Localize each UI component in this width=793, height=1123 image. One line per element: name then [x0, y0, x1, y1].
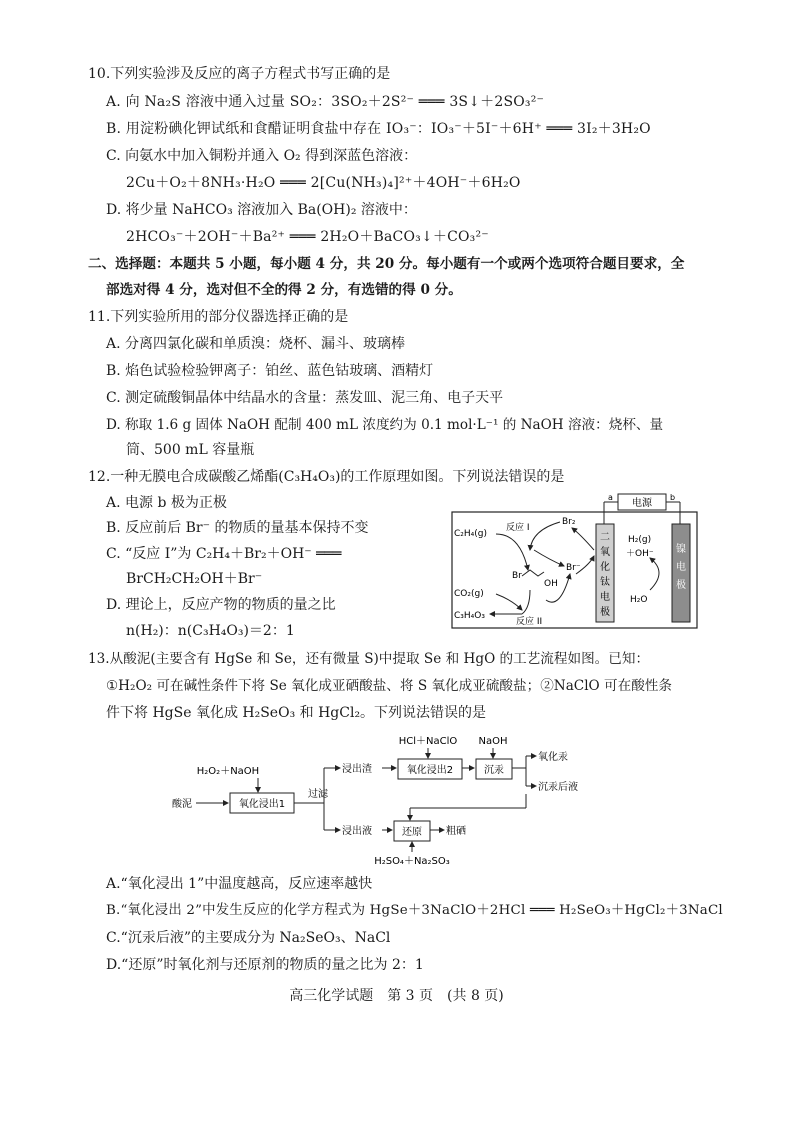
- svg-text:电: 电: [600, 592, 610, 603]
- water-label: H₂O: [630, 595, 648, 605]
- svg-text:极: 极: [600, 607, 610, 618]
- q11-option-c: C. 测定硫酸铜晶体中结晶水的含量：蒸发皿、泥三角、电子天平: [106, 390, 504, 406]
- svg-text:化: 化: [600, 562, 610, 573]
- svg-text:镍: 镍: [676, 544, 686, 555]
- section-2-header-line1: 二、选择题：本题共 5 小题，每小题 4 分，共 20 分。每小题有一个或两个选项符合题目要求，全: [88, 256, 685, 272]
- q12-option-c-line2: BrCH₂CH₂OH＋Br⁻: [126, 571, 263, 587]
- q13-stem-line2: ①H₂O₂ 可在碱性条件下将 Se 氧化成亚硒酸盐、将 S 氧化成亚硫酸盐；②NaClO 可在酸性条: [106, 678, 672, 694]
- q12-option-c-line1: C. “反应 I”为 C₂H₄＋Br₂＋OH⁻ ═══: [106, 546, 342, 562]
- power-source-label: 电源: [632, 498, 652, 509]
- q10-stem: 10.下列实验涉及反应的离子方程式书写正确的是: [88, 66, 391, 82]
- q10-option-d-equation: 2HCO₃⁻＋2OH⁻＋Ba²⁺ ═══ 2H₂O＋BaCO₃↓＋CO₃²⁻: [126, 229, 489, 245]
- q10-option-b: B. 用淀粉碘化钾试纸和食醋证明食盐中存在 IO₃⁻：IO₃⁻＋5I⁻＋6H⁺ ═══ 3I₂＋3H₂O: [106, 121, 651, 137]
- mercury-oxide-label: 氧化汞: [538, 752, 568, 763]
- h2o2-naoh-label: H₂O₂＋NaOH: [196, 766, 260, 777]
- crude-selenium-label: 粗硒: [446, 826, 466, 837]
- ethylene-carbonate-label: C₃H₄O₃: [454, 611, 485, 621]
- q13-process-flowchart: [170, 730, 610, 870]
- reaction-1-label: 反应 I: [506, 523, 530, 533]
- leach-residue-label: 浸出渣: [342, 764, 372, 775]
- q10-option-a: A. 向 Na₂S 溶液中通入过量 SO₂：3SO₂＋2S²⁻ ═══ 3S↓＋2SO₃²⁻: [106, 94, 545, 110]
- bromine-label: Br₂: [562, 517, 576, 527]
- svg-text:氧化浸出1: 氧化浸出1: [238, 799, 286, 810]
- q12-option-a: A. 电源 b 极为正极: [106, 495, 227, 511]
- q13-stem-line1: 13.从酸泥(主要含有 HgSe 和 Se，还有微量 S)中提取 Se 和 HgO 的工艺流程如图。已知：: [88, 651, 650, 667]
- q13-option-a: A.“氧化浸出 1”中温度越高，反应速率越快: [106, 876, 373, 892]
- q13-option-c: C.“沉汞后液”的主要成分为 Na₂SeO₃、NaCl: [106, 930, 391, 946]
- q12-electrolysis-diagram: [450, 490, 705, 630]
- page-footer: 高三化学试题 第 3 页 (共 8 页): [289, 988, 504, 1004]
- q13-stem-line3: 件下将 HgSe 氧化成 H₂SeO₃ 和 HgCl₂。下列说法错误的是: [106, 705, 487, 721]
- bromide-label: Br⁻: [566, 563, 581, 573]
- nickel-electrode: [672, 524, 690, 622]
- hydroxyl-label: OH: [544, 579, 558, 589]
- q11-stem: 11.下列实验所用的部分仪器选择正确的是: [88, 309, 349, 325]
- filter-label: 过滤: [308, 789, 328, 800]
- h2so4-na2so3-label: H₂SO₄＋Na₂SO₃: [374, 856, 450, 867]
- q11-option-b: B. 焰色试验检验钾离子：铂丝、蓝色钴玻璃、酒精灯: [106, 363, 434, 379]
- leachate-label: 浸出液: [342, 826, 372, 837]
- q12-option-d-line2: n(H₂)：n(C₃H₄O₃)＝2：1: [126, 623, 295, 639]
- q10-option-c: C. 向氨水中加入铜粉并通入 O₂ 得到深蓝色溶液：: [106, 148, 418, 164]
- hcl-naclo-label: HCl＋NaClO: [398, 736, 458, 747]
- q11-option-d-line2: 筒、500 mL 容量瓶: [126, 442, 255, 458]
- acid-mud-label: 酸泥: [172, 799, 192, 810]
- ethylene-label: C₂H₄(g): [454, 529, 488, 539]
- bromo-label: Br: [512, 571, 522, 581]
- co2-label: CO₂(g): [454, 589, 484, 599]
- svg-text:沉汞: 沉汞: [484, 765, 504, 776]
- section-2-header-line2: 部选对得 4 分，选对但不全的得 2 分，有选错的得 0 分。: [106, 282, 462, 298]
- svg-text:二: 二: [600, 532, 610, 543]
- svg-text:还原: 还原: [402, 827, 422, 838]
- q12-option-b: B. 反应前后 Br⁻ 的物质的量基本保持不变: [106, 520, 369, 536]
- terminal-b-label: b: [670, 493, 676, 502]
- svg-text:极: 极: [676, 580, 686, 591]
- q10-option-c-equation: 2Cu＋O₂＋8NH₃·H₂O ═══ 2[Cu(NH₃)₄]²⁺＋4OH⁻＋6H₂O: [126, 175, 521, 191]
- h2-gas-label: H₂(g): [628, 535, 652, 545]
- post-precipitation-liquid-label: 沉汞后液: [538, 782, 578, 793]
- svg-text:氧: 氧: [600, 547, 610, 558]
- q12-option-d-line1: D. 理论上，反应产物的物质的量之比: [106, 597, 336, 613]
- q13-option-d: D.“还原”时氧化剂与还原剂的物质的量之比为 2：1: [106, 957, 424, 973]
- q10-option-d: D. 将少量 NaHCO₃ 溶液加入 Ba(OH)₂ 溶液中：: [106, 202, 417, 218]
- svg-text:氧化浸出2: 氧化浸出2: [406, 765, 454, 776]
- q11-option-d-line1: D. 称取 1.6 g 固体 NaOH 配制 400 mL 浓度约为 0.1 mol·L⁻¹ 的 NaOH 溶液：烧杯、量: [106, 417, 664, 433]
- hydroxide-label: ＋OH⁻: [626, 549, 654, 559]
- svg-text:电: 电: [676, 562, 686, 573]
- q11-option-a: A. 分离四氯化碳和单质溴：烧杯、漏斗、玻璃棒: [106, 336, 406, 352]
- svg-text:钛: 钛: [600, 577, 610, 588]
- terminal-a-label: a: [608, 493, 613, 502]
- q12-stem: 12.一种无膜电合成碳酸乙烯酯(C₃H₄O₃)的工作原理如图。下列说法错误的是: [88, 469, 565, 485]
- reaction-2-label: 反应 II: [516, 617, 543, 627]
- q13-option-b: B.“氧化浸出 2”中发生反应的化学方程式为 HgSe＋3NaClO＋2HCl ═══ H₂SeO₃＋HgCl₂＋3NaCl: [106, 903, 723, 918]
- naoh-label: NaOH: [478, 736, 508, 747]
